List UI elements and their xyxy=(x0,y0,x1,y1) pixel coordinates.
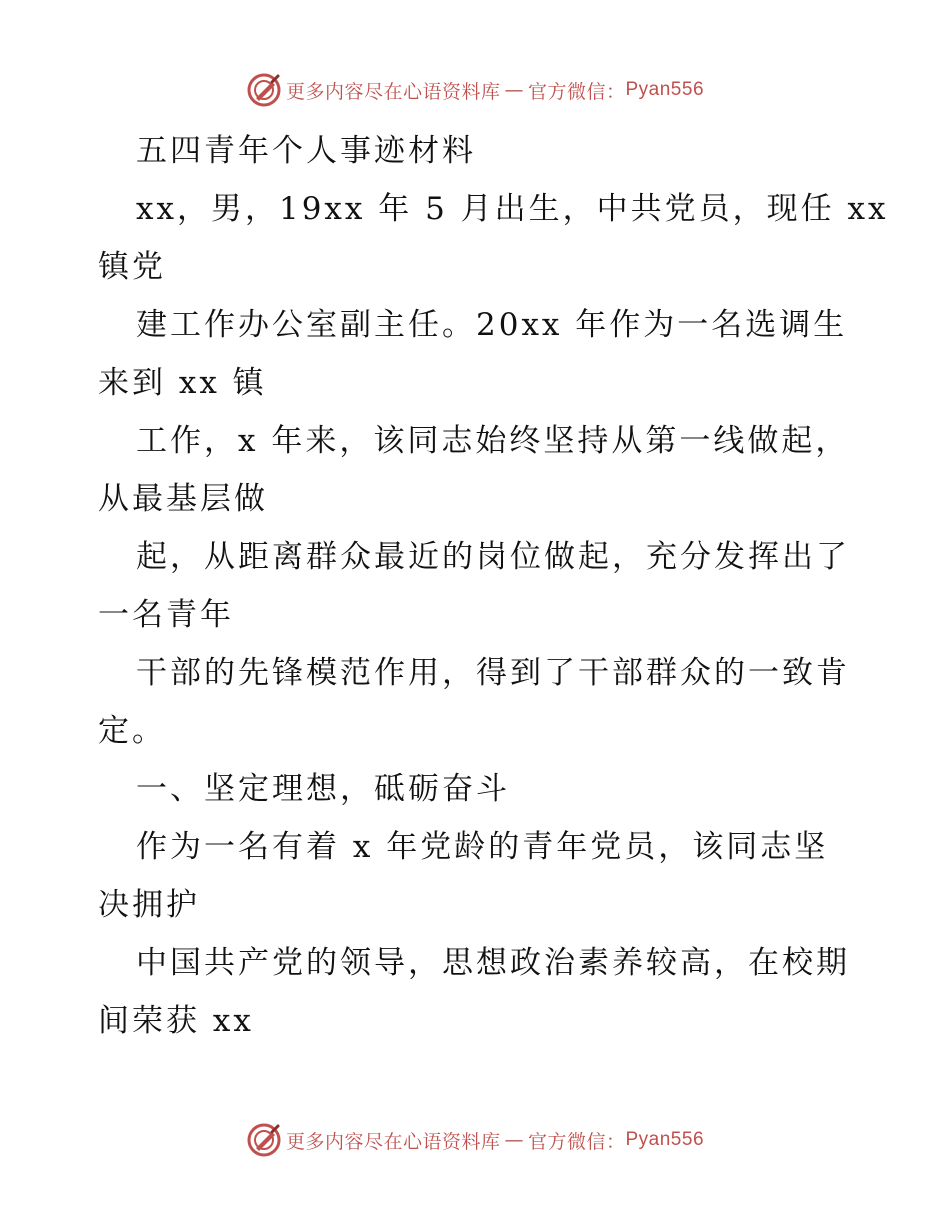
watermark-separator: — xyxy=(504,1129,524,1151)
watermark-brand: 更多内容尽在心语资料库 xyxy=(285,1130,501,1153)
header-watermark xyxy=(0,70,950,110)
paragraph-line: 镇党 xyxy=(98,249,166,285)
paragraph-line: 工作，x 年来，该同志始终坚持从第一线做起， xyxy=(136,423,850,459)
section-heading: 一、坚定理想，砥砺奋斗 xyxy=(136,771,510,807)
paragraph-line: 起，从距离群众最近的岗位做起，充分发挥出了 xyxy=(136,539,850,575)
paragraph-line: 一名青年 xyxy=(98,597,234,633)
watermark-separator: — xyxy=(504,79,524,101)
paragraph-line: 干部的先锋模范作用，得到了干部群众的一致肯 xyxy=(136,655,850,691)
watermark-brand: 更多内容尽在心语资料库 xyxy=(285,80,501,103)
paragraph-line: 中国共产党的领导，思想政治素养较高，在校期 xyxy=(136,945,850,981)
paragraph-line: 建工作办公室副主任。20xx 年作为一名选调生 xyxy=(136,307,848,343)
paragraph-line: 决拥护 xyxy=(98,887,200,923)
footer-watermark xyxy=(0,1120,950,1160)
paragraph-line: 来到 xx 镇 xyxy=(98,365,267,401)
document-body xyxy=(98,122,889,1050)
paragraph-line: 定。 xyxy=(98,713,166,749)
document-title: 五四青年个人事迹材料 xyxy=(136,133,476,169)
watermark-official: 官方微信： xyxy=(527,1130,626,1153)
paragraph-line: 从最基层做 xyxy=(98,481,268,517)
pen-logo-icon xyxy=(246,72,282,108)
watermark-account: Pyan556 xyxy=(625,1129,705,1150)
pen-logo-icon xyxy=(246,1122,282,1158)
watermark-official: 官方微信： xyxy=(527,80,626,103)
watermark-account: Pyan556 xyxy=(625,79,705,100)
paragraph-line: 间荣获 xx xyxy=(98,1003,254,1039)
paragraph-line: xx，男，19xx 年 5 月出生，中共党员，现任 xx xyxy=(136,191,889,227)
paragraph-line: 作为一名有着 x 年党龄的青年党员，该同志坚 xyxy=(136,829,829,865)
